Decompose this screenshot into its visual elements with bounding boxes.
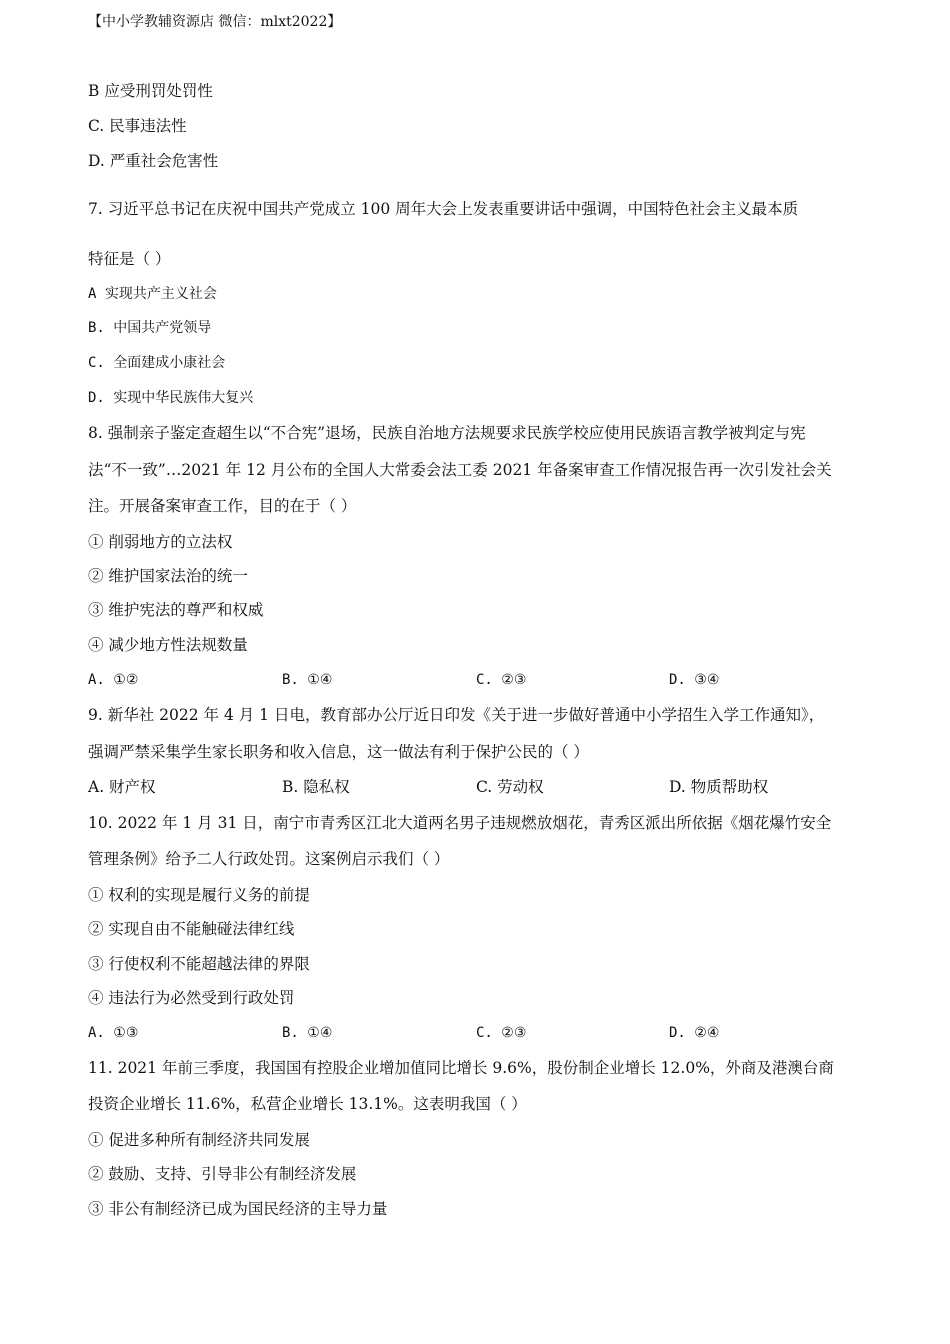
- q7-stem-line2: 特征是（ ）: [88, 250, 171, 268]
- q9-choice-c: C. 劳动权: [476, 778, 544, 796]
- q11-item-3: ③ 非公有制经济已成为国民经济的主导力量: [88, 1200, 388, 1218]
- q9-choice-b: B. 隐私权: [282, 778, 350, 796]
- q10-item-2: ② 实现自由不能触碰法律红线: [88, 920, 295, 938]
- q10-stem-line1: 10. 2022 年 1 月 31 日，南宁市青秀区江北大道两名男子违规燃放烟花，青秀区派出所依据《烟花爆竹安全: [88, 814, 832, 832]
- q8-item-1: ① 削弱地方的立法权: [88, 533, 233, 551]
- q7-option-d: D. 实现中华民族伟大复兴: [88, 390, 254, 406]
- q10-choice-a: A. ①③: [88, 1025, 139, 1041]
- q8-item-3: ③ 维护宪法的尊严和权威: [88, 601, 264, 619]
- q8-choice-b: B. ①④: [282, 672, 333, 688]
- q7-option-b: B. 中国共产党领导: [88, 320, 212, 336]
- q10-item-3: ③ 行使权利不能超越法律的界限: [88, 955, 310, 973]
- q8-choice-c: C. ②③: [476, 672, 527, 688]
- q6-option-c: C. 民事违法性: [88, 117, 187, 135]
- q8-item-2: ② 维护国家法治的统一: [88, 567, 248, 585]
- q7-option-c: C. 全面建成小康社会: [88, 355, 226, 371]
- q10-choice-d: D. ②④: [669, 1025, 720, 1041]
- q9-stem-line1: 9. 新华社 2022 年 4 月 1 日电，教育部办公厅近日印发《关于进一步做好普通中小学招生入学工作通知》，: [88, 706, 825, 724]
- page-header: 【中小学教辅资源店 微信：mlxt2022】: [88, 14, 342, 30]
- q8-item-4: ④ 减少地方性法规数量: [88, 636, 248, 654]
- q8-stem-line1: 8. 强制亲子鉴定查超生以“不合宪”退场，民族自治地方法规要求民族学校应使用民族语言教学被判定与宪: [88, 424, 806, 442]
- q7-stem-line1: 7. 习近平总书记在庆祝中国共产党成立 100 周年大会上发表重要讲话中强调，中国特色社会主义最本质: [88, 200, 799, 218]
- q9-stem-line2: 强调严禁采集学生家长职务和收入信息，这一做法有利于保护公民的（ ）: [88, 743, 589, 761]
- q9-choice-d: D. 物质帮助权: [669, 778, 769, 796]
- q8-stem-line2: 法“不一致”…2021 年 12 月公布的全国人大常委会法工委 2021 年备案审查工作情况报告再一次引发社会关: [88, 461, 832, 479]
- q11-item-1: ① 促进多种所有制经济共同发展: [88, 1131, 310, 1149]
- q10-stem-line2: 管理条例》给予二人行政处罚。这案例启示我们（ ）: [88, 850, 450, 868]
- q10-choice-b: B. ①④: [282, 1025, 333, 1041]
- q11-item-2: ② 鼓励、支持、引导非公有制经济发展: [88, 1165, 357, 1183]
- q8-choice-d: D. ③④: [669, 672, 720, 688]
- q6-option-d: D. 严重社会危害性: [88, 152, 219, 170]
- q7-option-a: A 实现共产主义社会: [88, 286, 217, 302]
- q9-choice-a: A. 财产权: [88, 778, 156, 796]
- q8-stem-line3: 注。开展备案审查工作，目的在于（ ）: [88, 497, 357, 515]
- q11-stem-line1: 11. 2021 年前三季度，我国国有控股企业增加值同比增长 9.6%，股份制企业增长 12.0%，外商及港澳台商: [88, 1059, 834, 1077]
- q10-choice-c: C. ②③: [476, 1025, 527, 1041]
- q8-choice-a: A. ①②: [88, 672, 139, 688]
- q11-stem-line2: 投资企业增长 11.6%，私营企业增长 13.1%。这表明我国（ ）: [88, 1095, 527, 1113]
- q10-item-1: ① 权利的实现是履行义务的前提: [88, 886, 310, 904]
- q6-option-b: B 应受刑罚处罚性: [88, 82, 213, 100]
- q10-item-4: ④ 违法行为必然受到行政处罚: [88, 989, 295, 1007]
